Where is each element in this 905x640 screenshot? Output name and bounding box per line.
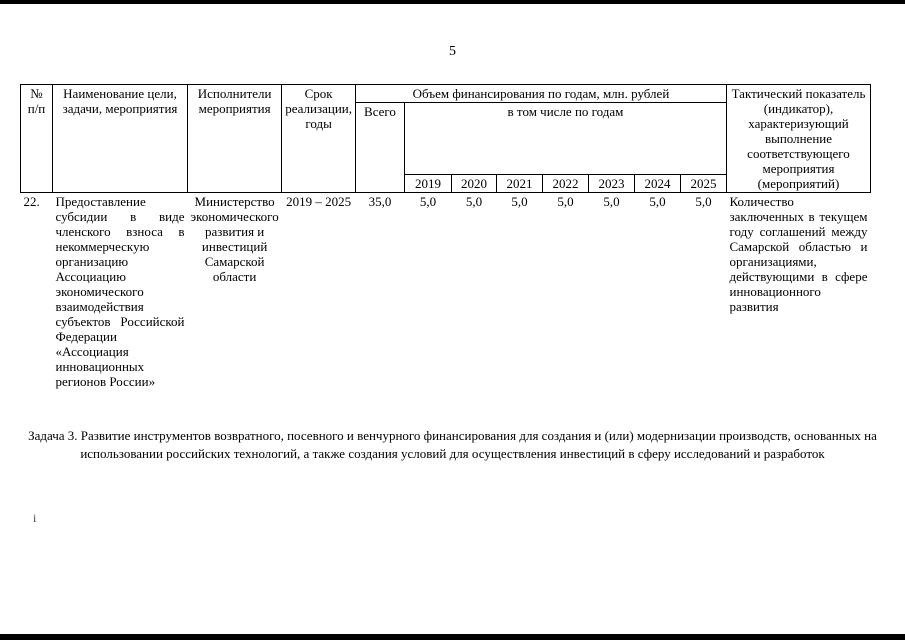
header-incl-years: в том числе по годам: [404, 103, 726, 175]
row-year-value: 5,0: [511, 194, 528, 209]
margin-mark: i: [33, 511, 37, 525]
header-year: 2019: [404, 175, 451, 193]
header-year: 2022: [542, 175, 588, 193]
row-number: 22.: [23, 194, 40, 209]
header-year: 2023: [588, 175, 634, 193]
header-indicator: Тактический показатель (индикатор), характеризующий выполнение соответствующего мероприятия (мероприятий): [726, 85, 870, 193]
top-rule: [0, 0, 905, 4]
header-funding: Объем финансирования по годам, млн. рублей: [355, 85, 726, 103]
header-year: 2021: [496, 175, 542, 193]
page-number: 5: [449, 44, 456, 59]
row-name: Предоставление субсидии в виде членского взноса в некоммерческую организацию Ассоциацию экономического взаимодействия субъектов Российской Федерации «Ассоциация инновационных регионов России»: [55, 194, 185, 389]
row-year-value: 5,0: [465, 194, 483, 209]
task-heading: Задача 3. Развитие инструментов возвратного, посевного и венчурного финансирования для создания и (или) модернизации производств, основанных на использовании российских технологий, а также создания условий для осуществления инвестиций в сферу исследований и разработок: [28, 428, 877, 461]
header-executor: Исполнители мероприятия: [188, 85, 282, 193]
row-year-value: 5,0: [603, 194, 620, 209]
header-total: Всего: [355, 103, 404, 193]
bottom-rule: [0, 634, 905, 640]
row-year-value: 5,0: [695, 194, 712, 209]
header-name: Наименование цели, задачи, мероприятия: [53, 85, 188, 193]
row-executor: Министерство экономического развития и инвестиций Самарской области: [190, 194, 279, 284]
row-total: 35,0: [368, 194, 392, 209]
header-num: № п/п: [21, 85, 53, 193]
header-year: 2020: [451, 175, 496, 193]
header-year: 2024: [634, 175, 680, 193]
row-indicator: Количество заключенных в текущем году соглашений между Самарской областью и организациями, действующими в сфере инновационного развития: [729, 194, 868, 314]
header-year: 2025: [680, 175, 726, 193]
header-term: Срок реализации, годы: [282, 85, 356, 193]
header-row-1: [21, 85, 871, 103]
row-year-value: 5,0: [557, 194, 574, 209]
row-year-value: 5,0: [419, 194, 437, 209]
row-year-value: 5,0: [649, 194, 666, 209]
row-term: 2019 – 2025: [286, 194, 352, 209]
plan-table: [20, 84, 871, 390]
table-row: [21, 193, 871, 391]
